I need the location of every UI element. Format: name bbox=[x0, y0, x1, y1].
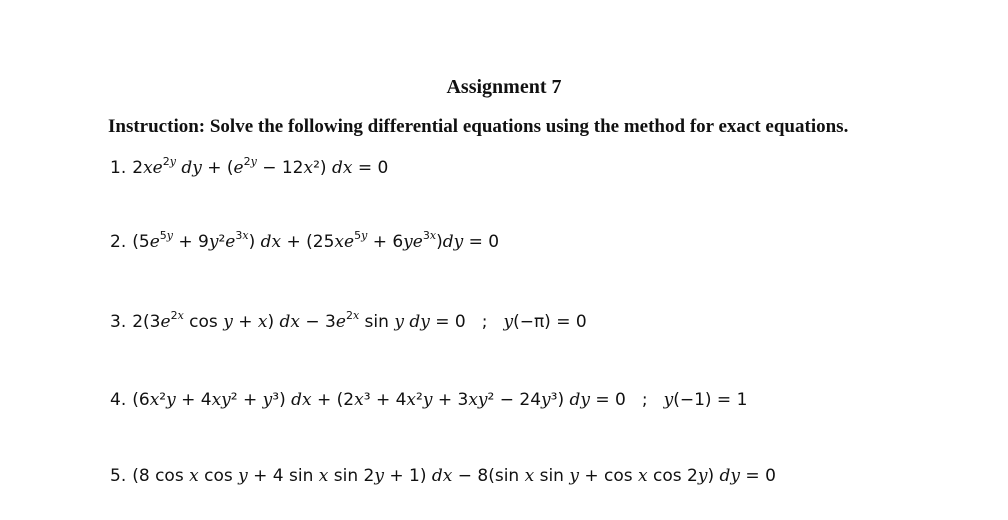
instruction-text: Instruction: Solve the following differential equations using the method for exact equations. bbox=[108, 116, 849, 137]
problem-equation: $(5e^{5y} + 9y^2e^{3x})$ dx + $(25xe^{5y} + 6ye^{3x})dy = 0$ bbox=[132, 229, 500, 252]
problem-number: 5. bbox=[110, 466, 127, 486]
problem-number: 3. bbox=[110, 312, 127, 332]
problem-4: 4. (6x²y + 4xy² + y³) dx + (2x³ + 4x²y + 3xy² − 24y³) dy = 0 ; y(−1) = 1 bbox=[110, 390, 748, 410]
initial-condition: y(−1) = 1 bbox=[663, 390, 748, 410]
problem-number: 2. bbox=[110, 232, 127, 252]
page-title: Assignment 7 bbox=[446, 76, 562, 98]
problem-equation: $2xe^{2y}$ dy + $(e^{2y} - 12x^2)$ dx = 0 bbox=[132, 155, 389, 178]
problem-5 bbox=[110, 466, 776, 486]
problem-3: 3. $2(3e^{2x}$ cos y + x) dx − $3e^{2x}$ sin y dy = 0 ; y(−π) = 0 bbox=[110, 309, 587, 332]
problem-equation: (6x²y + 4xy² + y³) dx + (2x³ + 4x²y + 3xy² − 24y³) dy = 0 bbox=[132, 390, 626, 410]
problem-1 bbox=[110, 155, 389, 178]
problem-2 bbox=[110, 229, 500, 252]
problem-equation: (8 cos x cos y + 4 sin x sin 2y + 1) dx − 8(sin x sin y + cos x cos 2y) dy = 0 bbox=[132, 466, 776, 486]
problem-number: 1. bbox=[110, 158, 127, 178]
problem-number: 4. bbox=[110, 390, 127, 410]
initial-condition: y(−π) = 0 bbox=[503, 312, 587, 332]
problem-equation: $2(3e^{2x}$ cos y + x) dx − $3e^{2x}$ sin y dy = 0 bbox=[132, 309, 466, 332]
